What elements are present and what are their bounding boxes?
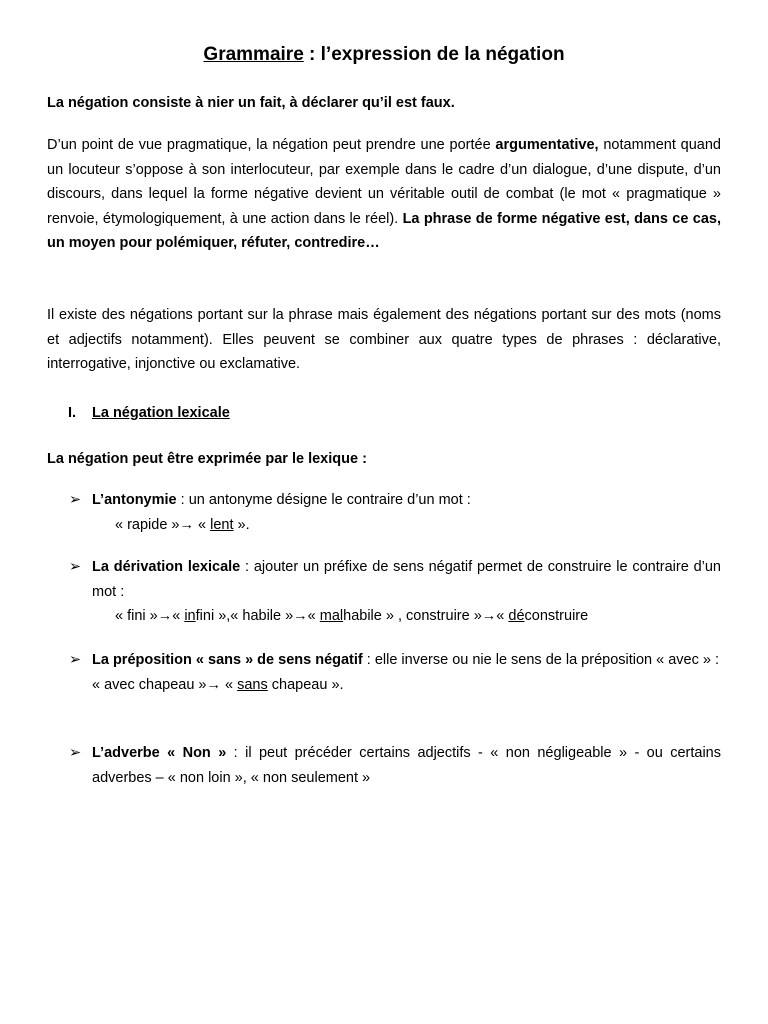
example-underlined: dé [508, 608, 525, 625]
bullet-example [92, 673, 721, 698]
section-title: La négation lexicale [92, 405, 230, 421]
example-part: « fini »→« [115, 608, 185, 625]
lead-text: La négation peut être exprimée par le lexique : [47, 451, 367, 467]
example-part: ». [233, 516, 250, 533]
para1-text-1: D’un point de vue pragmatique, la négation peut prendre une portée [47, 137, 496, 153]
paragraph-types [47, 303, 721, 377]
example-part: fini »,« habile »→« [195, 608, 320, 625]
lead-sentence [47, 451, 721, 467]
section-number: I. [68, 405, 77, 421]
bullet-label: L’adverbe « Non » [92, 745, 227, 761]
list-item-preposition [69, 648, 721, 697]
example-part: « rapide »→ « [115, 516, 211, 533]
bullet-text: : un antonyme désigne le contraire d’un mot : [176, 492, 471, 508]
para2-text: Il existe des négations portant sur la phrase mais également des négations portant sur des mots (noms et adjectifs notamment). Elles peuvent se combiner aux quatre types de phrases : déclarative, interrogative, injonctive ou exclamative. [47, 307, 721, 373]
example-part: « avec chapeau »→ « [92, 676, 238, 693]
para1-bold-2: La phrase de forme négative est, dans ce cas, un moyen pour polémiquer, réfuter, contredire… [47, 210, 721, 252]
example-part: construire [524, 608, 589, 625]
arrow-bullet-icon: ➢ [69, 652, 82, 668]
bullet-label: La préposition « sans » de sens négatif [92, 652, 363, 668]
example-part: chapeau ». [267, 676, 344, 693]
title-rest: : l’expression de la négation [303, 44, 565, 65]
arrow-bullet-icon: ➢ [69, 745, 82, 761]
bullet-example [92, 513, 721, 538]
list-item-derivation [69, 555, 721, 629]
section-heading [68, 405, 230, 421]
arrow-bullet-icon: ➢ [69, 492, 82, 508]
para1-text-2: notamment quand un locuteur s’oppose à son interlocuteur, par exemple dans le cadre d’un dialogue, d’une dispute, d’un discours, dans lequel la forme négative devient un véritable outil de combat (le mot « pragmatique » renvoie, étymologiquement, à une action dans le réel). [47, 137, 721, 227]
bullet-text: : il peut précéder certains adjectifs - « non négligeable » - ou certains adverbes – « non loin », « non seulement » [92, 745, 721, 786]
arrow-bullet-icon: ➢ [69, 559, 82, 575]
example-underlined: in [184, 608, 196, 625]
title-main: Grammaire [203, 44, 304, 65]
page-title [0, 44, 768, 66]
bullet-label: La dérivation lexicale [92, 559, 241, 575]
paragraph-pragmatic [47, 133, 721, 256]
example-underlined: sans [237, 676, 268, 693]
para1-bold-1: argumentative, [495, 137, 599, 153]
intro-sentence [47, 95, 721, 111]
intro-text: La négation consiste à nier un fait, à déclarer qu’il est faux. [47, 95, 455, 111]
list-item-adverbe [69, 741, 721, 790]
bullet-text: : ajouter un préfixe de sens négatif permet de construire le contraire d’un mot : [92, 559, 721, 600]
bullet-label: L’antonymie [92, 492, 177, 508]
bullet-text: : elle inverse ou nie le sens de la préposition « avec » : [362, 652, 720, 668]
example-underlined: mal [319, 608, 344, 625]
bullet-example [92, 604, 721, 629]
example-underlined: lent [210, 516, 234, 533]
list-item-antonymie [69, 488, 721, 537]
example-part: habile » , construire »→« [343, 608, 509, 625]
